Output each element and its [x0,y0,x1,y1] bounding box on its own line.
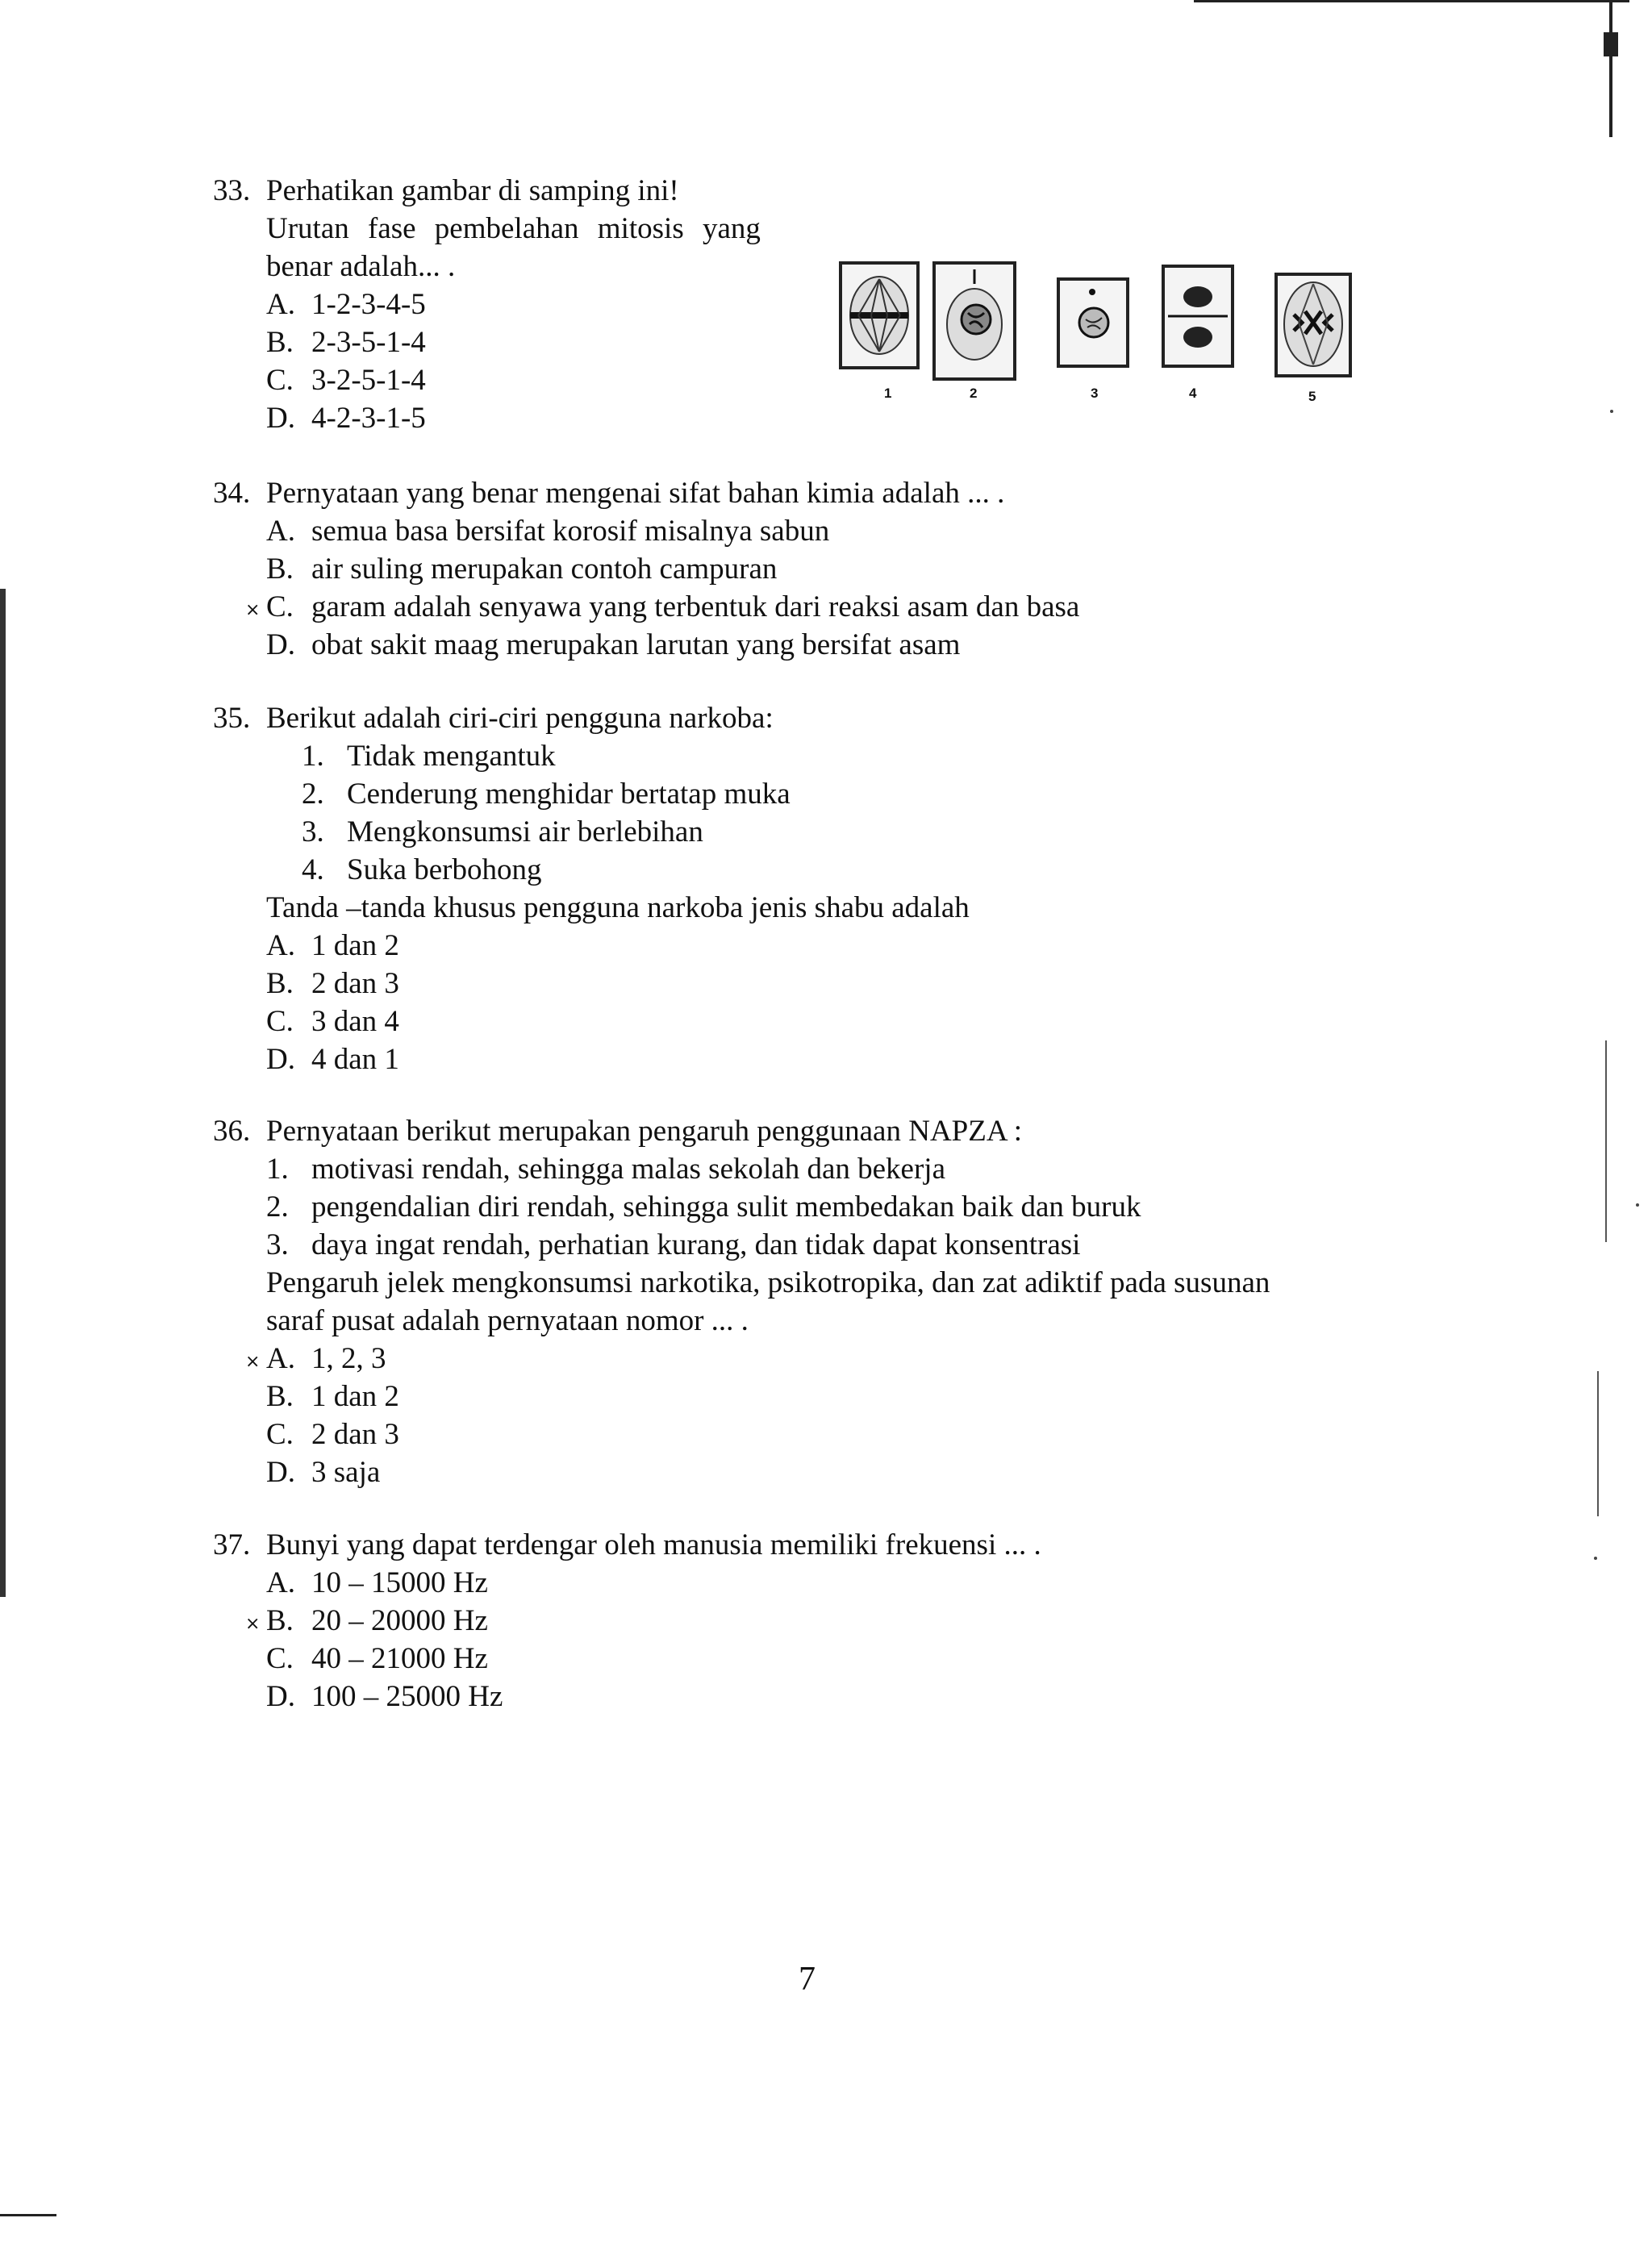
scan-mark-bottom [0,2214,56,2216]
scan-edge-right [1609,0,1612,137]
option-b[interactable]: B. 1 dan 2 [266,1380,399,1413]
statement-item: 2. pengendalian diri rendah, sehingga sulit membedakan baik dan buruk [266,1190,1141,1224]
option-d[interactable]: D. obat sakit maag merupakan larutan yang bersifat asam [266,628,961,661]
question-36 [213,1112,1270,1491]
option-a[interactable]: A. semua basa bersifat korosif misalnya sabun [266,515,830,548]
question-number: 34. [213,477,251,510]
option-a[interactable]: × A. 1, 2, 3 [213,1340,1270,1378]
answer-mark: × [245,1614,261,1634]
question-prompt: Tanda –tanda khusus pengguna narkoba jenis shabu adalah [266,891,970,924]
figure-label-3: 3 [1091,386,1099,401]
option-c[interactable]: C. 3 dan 4 [266,1005,399,1038]
figure-label-1: 1 [884,386,892,401]
question-number: 35. [213,702,251,735]
option-a[interactable]: A. 1 dan 2 [266,929,399,962]
mitosis-cell-2 [932,261,1016,381]
scan-edge-left [0,589,6,1597]
prophase-icon [936,265,1013,377]
question-stem: Perhatikan gambar di samping ini! [266,174,679,207]
question-stem: benar adalah... . [266,250,456,283]
mitosis-cell-5 [1274,273,1352,377]
page-number: 7 [799,1961,816,1998]
question-prompt: Pengaruh jelek mengkonsumsi narkotika, psikotropika, dan zat adiktif pada susunan [266,1266,1270,1299]
question-stem: Urutan fase pembelahan mitosis yang [266,212,761,245]
option-c[interactable]: C. 2 dan 3 [266,1418,399,1451]
answer-mark: × [245,600,261,620]
option-a[interactable]: A. 10 – 15000 Hz [266,1566,488,1599]
option-b[interactable]: B. 2-3-5-1-4 [266,326,426,359]
option-b[interactable]: B. 2 dan 3 [266,967,399,1000]
statement-item: 4. Suka berbohong [302,853,542,886]
statement-item: 1. motivasi rendah, sehingga malas sekolah dan bekerja [266,1153,945,1186]
metaphase-icon [842,265,916,366]
interphase-icon [1060,281,1126,365]
scan-edge-top [1194,0,1629,2]
scan-mark-right [1604,32,1618,56]
scan-line [1597,1371,1599,1516]
question-number: 36. [213,1115,251,1148]
option-b[interactable]: × B. 20 – 20000 Hz [213,1602,1041,1640]
statement-item: 3. daya ingat rendah, perhatian kurang, dan tidak dapat konsentrasi [266,1228,1081,1261]
option-d[interactable]: D. 4-2-3-1-5 [266,402,426,435]
option-a[interactable]: A. 1-2-3-4-5 [266,288,426,321]
anaphase-icon [1278,276,1349,374]
option-c[interactable]: C. 40 – 21000 Hz [266,1642,488,1675]
option-d[interactable]: D. 100 – 25000 Hz [266,1680,503,1713]
statement-item: 1. Tidak mengantuk [302,740,556,773]
option-b[interactable]: B. air suling merupakan contoh campuran [266,552,778,586]
scan-dot [1636,1203,1639,1207]
question-34 [213,474,1079,664]
option-d[interactable]: D. 3 saja [266,1456,381,1489]
mitosis-figure [839,256,1371,418]
question-37 [213,1526,1041,1716]
scan-dot [1610,410,1613,413]
question-prompt: saraf pusat adalah pernyataan nomor ... . [266,1304,749,1337]
option-d[interactable]: D. 4 dan 1 [266,1043,399,1076]
statement-item: 2. Cenderung menghidar bertatap muka [302,778,791,811]
scan-dot [1594,1557,1597,1560]
mitosis-cell-1 [839,261,920,369]
question-stem: Pernyataan yang benar mengenai sifat bahan kimia adalah ... . [266,477,1005,510]
question-33 [213,172,761,437]
question-35 [213,699,970,1078]
telophase-icon [1165,268,1231,365]
question-stem: Bunyi yang dapat terdengar oleh manusia memiliki frekuensi ... . [266,1528,1041,1561]
option-c[interactable]: C. 3-2-5-1-4 [266,364,426,397]
statement-item: 3. Mengkonsumsi air berlebihan [302,815,703,848]
question-number: 37. [213,1528,251,1561]
answer-mark: × [245,1352,261,1372]
mitosis-cell-3 [1057,277,1129,368]
figure-label-5: 5 [1308,389,1316,404]
mitosis-cell-4 [1162,265,1234,368]
question-stem: Berikut adalah ciri-ciri pengguna narkoba: [266,702,774,735]
figure-label-2: 2 [970,386,978,401]
scan-line [1605,1040,1607,1242]
question-number: 33. [213,174,251,207]
question-stem: Pernyataan berikut merupakan pengaruh penggunaan NAPZA : [266,1115,1023,1148]
figure-label-4: 4 [1189,386,1197,401]
option-c[interactable]: × C. garam adalah senyawa yang terbentuk dari reaksi asam dan basa [213,588,1079,626]
